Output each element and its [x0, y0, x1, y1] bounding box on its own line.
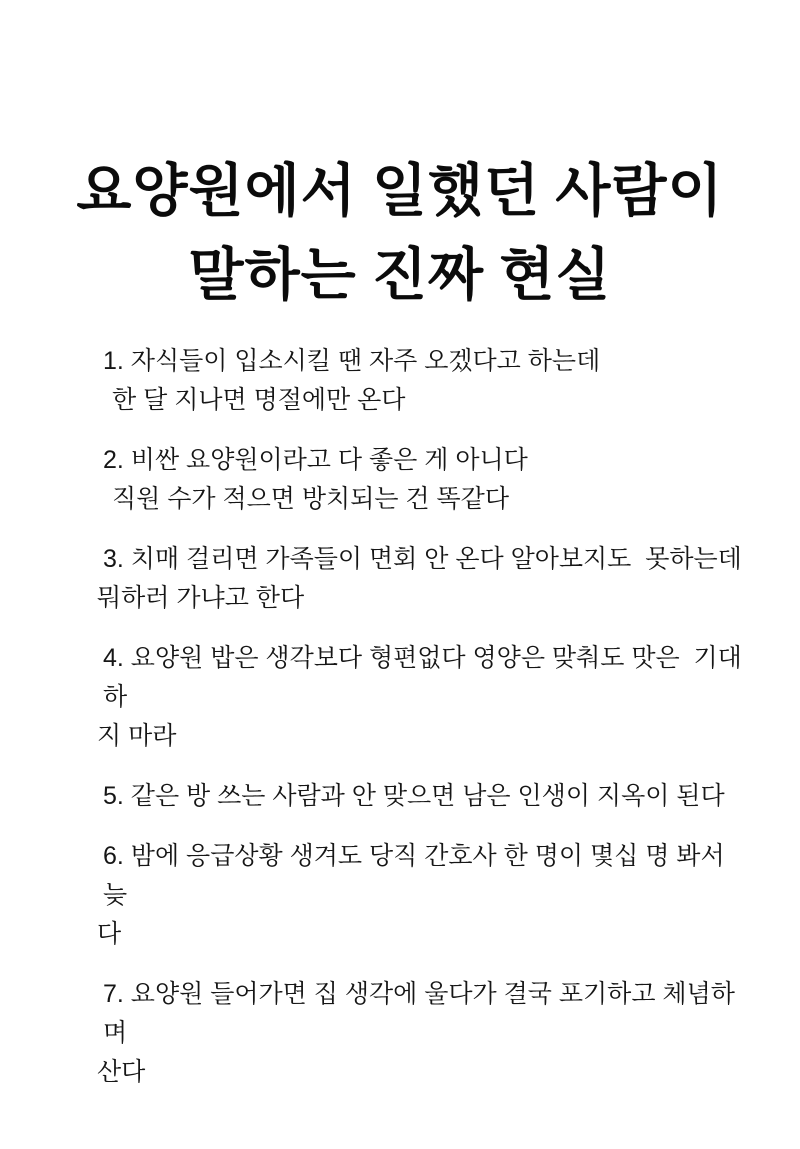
list-item-6 [97, 837, 745, 954]
list-item-1-line-2: 한 달 지나면 명절에만 온다 [112, 386, 406, 414]
page-title-line-2: 말하는 진짜 현실 [188, 244, 612, 307]
list-item-2-line-1: 2. 비싼 요양원이라고 다 좋은 게 아니다 [103, 446, 528, 474]
list-item-4-line-1: 4. 요양원 밥은 생각보다 형편없다 영양은 맞춰도 맛은 기대하 [103, 644, 742, 711]
list-item-6-line-2: 다 [97, 920, 122, 948]
list-item-1 [97, 342, 745, 420]
list-item-2-line-2: 직원 수가 적으면 방치되는 건 똑같다 [112, 485, 509, 513]
list-item-3 [97, 540, 745, 618]
list-item-5 [97, 777, 745, 816]
list-item-7-line-1: 7. 요양원 들어가면 집 생각에 울다가 결국 포기하고 체념하며 [103, 980, 735, 1047]
list-item-5-line-1: 5. 같은 방 쓰는 사람과 안 맞으면 남은 인생이 지옥이 된다 [103, 782, 725, 810]
page-title-line-1: 요양원에서 일했던 사람이 [76, 160, 724, 223]
list-item-4-line-2: 지 마라 [97, 722, 177, 750]
list-item-3-line-2: 뭐하러 가냐고 한다 [97, 584, 305, 612]
list-item-6-line-1: 6. 밤에 응급상황 생겨도 당직 간호사 한 명이 몇십 명 봐서 늦 [103, 842, 732, 909]
list-item-7-line-2: 산다 [97, 1058, 146, 1086]
text-image-page [0, 150, 800, 1092]
numbered-list [0, 342, 800, 1092]
list-item-1-line-1: 1. 자식들이 입소시킬 땐 자주 오겠다고 하는데 [103, 347, 601, 375]
list-item-3-line-1: 3. 치매 걸리면 가족들이 면회 안 온다 알아보지도 못하는데 [103, 545, 742, 573]
list-item-7 [97, 975, 745, 1092]
list-item-4 [97, 639, 745, 756]
page-title [0, 150, 800, 318]
list-item-2 [97, 441, 745, 519]
